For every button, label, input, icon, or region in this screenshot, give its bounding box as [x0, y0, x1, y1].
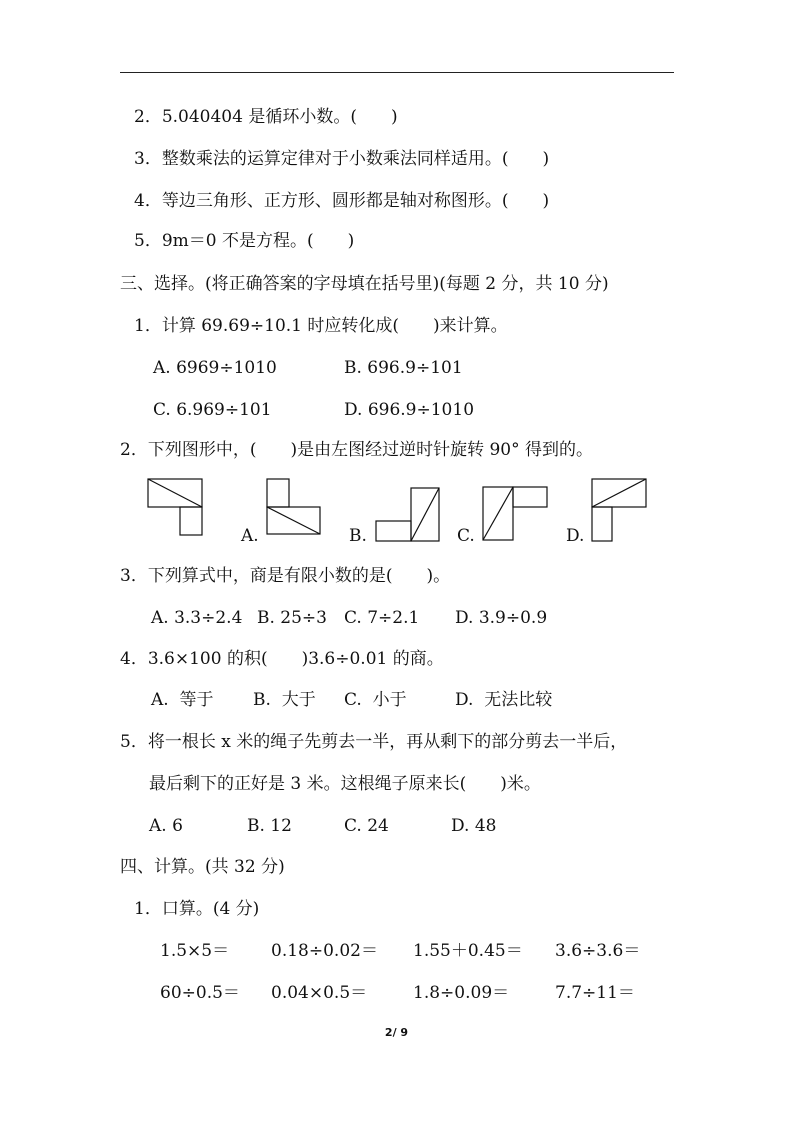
q4-option-d: D. 无法比较: [455, 690, 553, 710]
q3-option-c: C. 7÷2.1: [344, 608, 420, 628]
q5-option-b: B. 12: [247, 816, 292, 836]
section-4-heading: 四、计算。(共 32 分): [120, 857, 285, 877]
judge-item-4: 4．等边三角形、正方形、圆形都是轴对称图形。( ): [134, 191, 550, 211]
figure-label-a: A.: [241, 526, 259, 546]
calc-r2-c2: 0.04×0.5＝: [271, 983, 368, 1003]
q3-stem: 3．下列算式中，商是有限小数的是( )。: [120, 566, 451, 586]
calc-r1-c3: 1.55＋0.45＝: [413, 941, 523, 961]
q1-option-d: D. 696.9÷1010: [344, 400, 475, 420]
q1-option-c: C. 6.969÷101: [153, 400, 272, 420]
figure-label-d: D.: [566, 526, 585, 546]
q4-option-a: A. 等于: [151, 690, 214, 710]
q3-option-d: D. 3.9÷0.9: [455, 608, 548, 628]
figure-option-d: [592, 479, 646, 541]
q2-stem: 2．下列图形中，( )是由左图经过逆时针旋转 90° 得到的。: [120, 440, 594, 460]
figure-label-c: C.: [457, 526, 475, 546]
original-figure: [148, 479, 202, 535]
q5-stem-line2: 最后剩下的正好是 3 米。这根绳子原来长( )米。: [149, 774, 541, 794]
q4-stem: 4．3.6×100 的积( )3.6÷0.01 的商。: [120, 649, 444, 669]
calc-r1-c1: 1.5×5＝: [160, 941, 230, 961]
q3-option-a: A. 3.3÷2.4: [151, 608, 243, 628]
q4-option-b: B. 大于: [253, 690, 316, 710]
q5-option-c: C. 24: [344, 816, 389, 836]
q5-stem-line1: 5．将一根长 x 米的绳子先剪去一半，再从剩下的部分剪去一半后，: [120, 732, 628, 752]
q4-option-c: C. 小于: [344, 690, 407, 710]
calc-r2-c3: 1.8÷0.09＝: [413, 983, 510, 1003]
q1-stem: 1．计算 69.69÷10.1 时应转化成( )来计算。: [134, 316, 508, 336]
oral-calc-title: 1．口算。(4 分): [134, 899, 260, 919]
calc-r1-c2: 0.18÷0.02＝: [271, 941, 378, 961]
judge-item-3: 3．整数乘法的运算定律对于小数乘法同样适用。( ): [134, 149, 550, 169]
judge-item-5: 5．9m＝0 不是方程。( ): [134, 231, 355, 251]
figure-option-c: [483, 487, 547, 540]
judge-item-2: 2．5.040404 是循环小数。( ): [134, 107, 398, 127]
calc-r1-c4: 3.6÷3.6＝: [555, 941, 641, 961]
calc-r2-c1: 60÷0.5＝: [160, 983, 240, 1003]
figure-option-a: [267, 479, 320, 534]
figure-option-b: [376, 488, 439, 541]
section-3-heading: 三、选择。(将正确答案的字母填在括号里)(每题 2 分，共 10 分): [120, 274, 609, 294]
q5-option-a: A. 6: [149, 816, 183, 836]
figure-label-b: B.: [349, 526, 367, 546]
q1-option-a: A. 6969÷1010: [153, 358, 277, 378]
q3-option-b: B. 25÷3: [257, 608, 327, 628]
calc-r2-c4: 7.7÷11＝: [555, 983, 635, 1003]
q1-option-b: B. 696.9÷101: [344, 358, 463, 378]
q5-option-d: D. 48: [451, 816, 497, 836]
page-number: 2/ 9: [384, 1026, 409, 1039]
